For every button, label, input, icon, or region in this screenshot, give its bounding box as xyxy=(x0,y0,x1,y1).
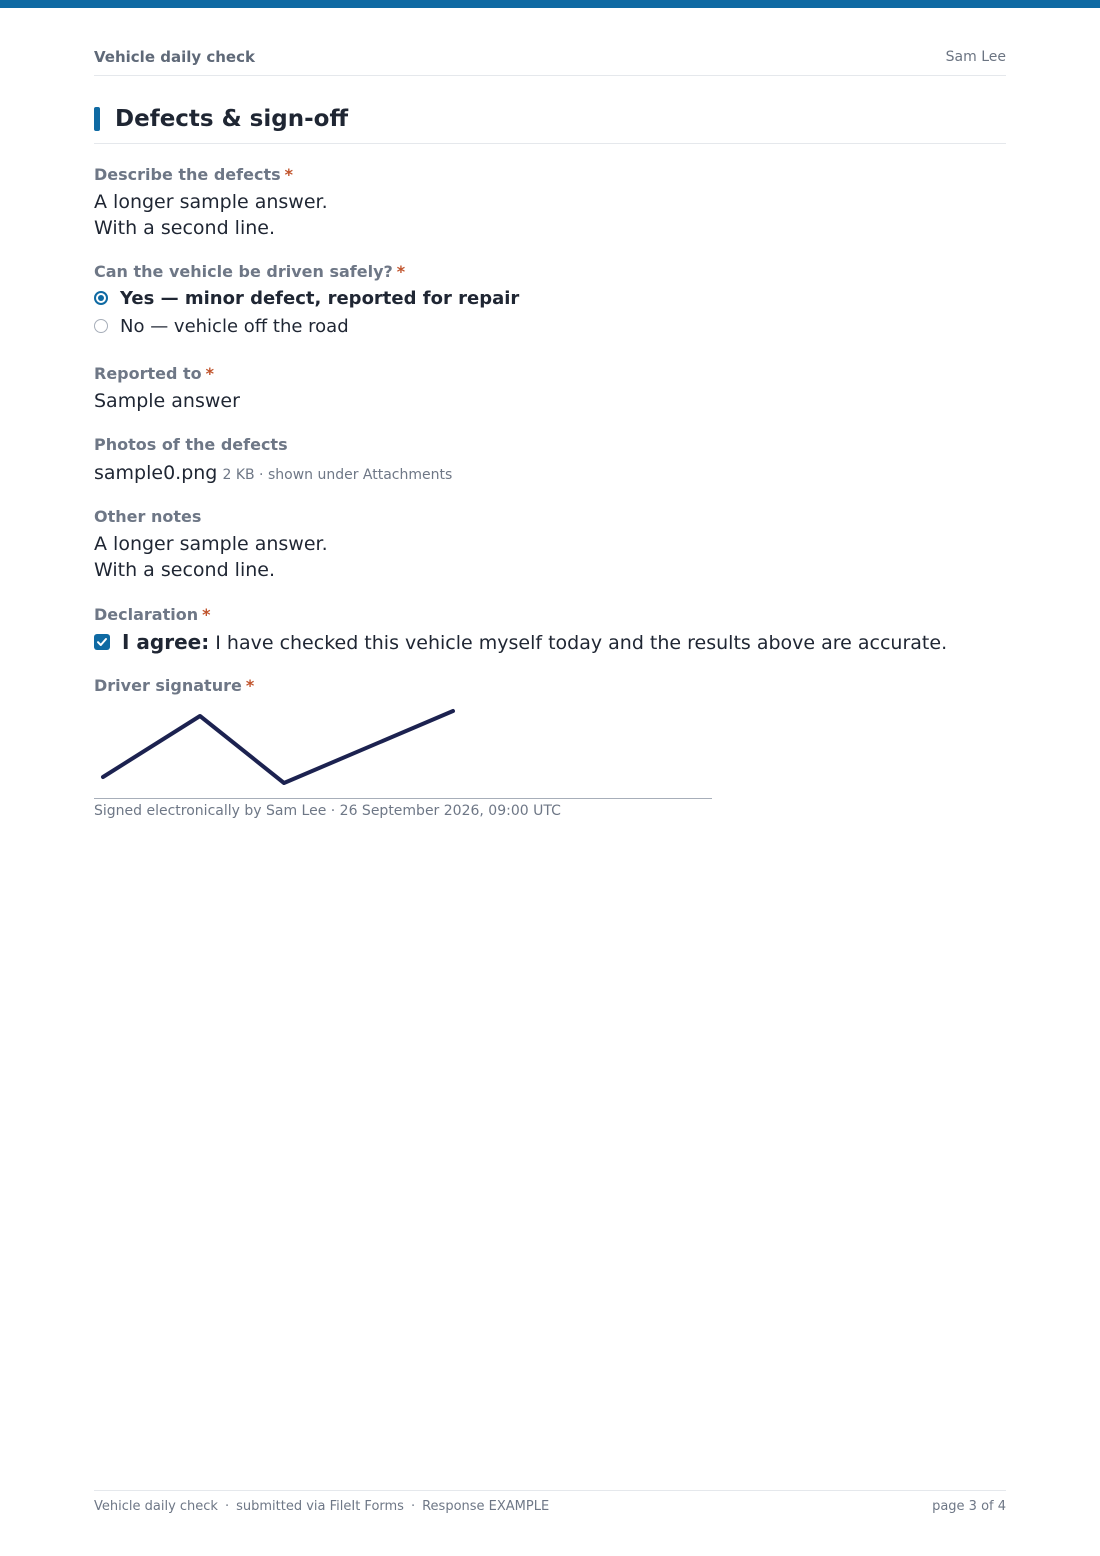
radio-option-label: Yes — minor defect, reported for repair xyxy=(120,288,520,309)
required-marker: * xyxy=(284,165,293,184)
file-meta: 2 KB · shown under Attachments xyxy=(222,467,453,483)
page-footer xyxy=(94,1490,1006,1521)
signature-drawing xyxy=(94,700,712,798)
agree-statement: I have checked this vehicle myself today and the results above are accurate. xyxy=(215,632,948,654)
footer-separator: · xyxy=(224,1499,230,1514)
declaration-label: Declaration * xyxy=(94,605,211,624)
agree-label: I agree: xyxy=(122,630,210,654)
signature-label: Driver signature * xyxy=(94,676,255,695)
form-title: Vehicle daily check xyxy=(94,48,255,66)
other-notes-label: Other notes xyxy=(94,507,202,526)
footer-separator: · xyxy=(410,1499,416,1514)
file-name: sample0.png xyxy=(94,462,218,484)
describe-defects-answer xyxy=(94,189,328,241)
reported-to-label: Reported to * xyxy=(94,364,215,383)
user-name: Sam Lee xyxy=(945,49,1006,65)
footer-form-title: Vehicle daily check xyxy=(94,1499,218,1514)
section-title: Defects & sign-off xyxy=(115,106,349,132)
answer-line: With a second line. xyxy=(94,217,275,239)
signature-area xyxy=(94,700,712,799)
reported-to-answer: Sample answer xyxy=(94,390,240,412)
drive-safely-label: Can the vehicle be driven safely? * xyxy=(94,262,406,281)
declaration-text xyxy=(122,629,947,656)
other-notes-answer xyxy=(94,531,328,583)
page-header xyxy=(94,48,1006,76)
section-heading xyxy=(94,104,1006,144)
footer-submitted-via: submitted via FileIt Forms xyxy=(236,1499,404,1514)
answer-line: A longer sample answer. xyxy=(94,191,328,213)
photos-label: Photos of the defects xyxy=(94,435,288,454)
required-marker: * xyxy=(202,605,211,624)
radio-unselected-icon[interactable] xyxy=(94,319,108,333)
radio-selected-icon[interactable] xyxy=(94,291,108,305)
answer-line: With a second line. xyxy=(94,559,275,581)
checkmark-icon xyxy=(96,636,108,648)
photo-attachment xyxy=(94,460,452,488)
required-marker: * xyxy=(245,676,255,695)
signature-caption: Signed electronically by Sam Lee · 26 September 2026, 09:00 UTC xyxy=(94,803,561,819)
footer-response: Response EXAMPLE xyxy=(422,1499,550,1514)
required-marker: * xyxy=(396,262,406,281)
section-accent-bar xyxy=(94,107,100,131)
required-marker: * xyxy=(205,364,215,383)
top-accent-bar xyxy=(0,0,1100,8)
checkbox-checked-icon[interactable] xyxy=(94,634,110,650)
footer-info xyxy=(94,1499,549,1514)
page-indicator: page 3 of 4 xyxy=(932,1499,1006,1514)
describe-defects-label: Describe the defects * xyxy=(94,165,293,184)
radio-option-label: No — vehicle off the road xyxy=(120,316,349,337)
answer-line: A longer sample answer. xyxy=(94,533,328,555)
signature-stroke xyxy=(103,711,453,783)
